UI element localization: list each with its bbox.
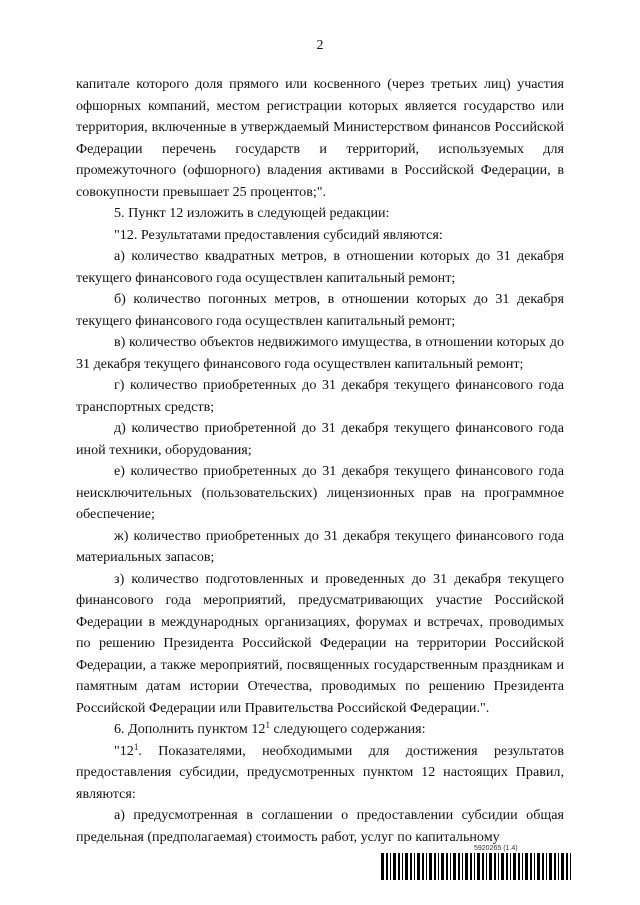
paragraph: е) количество приобретенных до 31 декабря текущего финансового года неисключительных (пользовательских) лицензионных прав на программное обеспечение; (76, 463, 564, 522)
page-number: 2 (316, 38, 324, 53)
paragraph: з) количество подготовленных и проведенных до 31 декабря текущего финансового года мероприятий, предусматривающих участие Российской Федерации в международных организациях, форумах и встречах, проводимых по решению Президента Российской Федерации на территории Российской Федерации, а также мероприятий, посвященных государственным праздникам и памятным датам истории Отечества, проводимых по решению Президента Российской Федерации или Правительства Российской Федерации.". (76, 570, 564, 716)
superscript: 1 (265, 720, 270, 730)
barcode-icon (381, 853, 572, 880)
paragraph: ж) количество приобретенных до 31 декабря текущего финансового года материальных запасов; (76, 527, 564, 565)
paragraph: "12. Результатами предоставления субсидий являются: (114, 226, 443, 243)
paragraph: а) количество квадратных метров, в отношении которых до 31 декабря текущего финансового года осуществлен капитальный ремонт; (76, 248, 564, 286)
paragraph-item-6-text-end: следующего содержания: (269, 721, 426, 737)
paragraph-item-12-1-text: "12 (114, 742, 134, 759)
paragraph: капитале которого доля прямого или косвенного (через третьих лиц) участия офшорных компаний, местом регистрации которых является государство или территория, включенные в утверждаемый Министерством финансов Российской Федерации перечень государств и территорий, используемых для промежуточного (офшорного) владения активами в Российской Федерации, в совокупности превышает 25 процентов;". (76, 76, 564, 200)
document-body (76, 74, 564, 848)
paragraph-item-6-text: 6. Дополнить пунктом 12 (114, 721, 266, 737)
paragraph: б) количество погонных метров, в отношении которых до 31 декабря текущего финансового года осуществлен капитальный ремонт; (76, 291, 564, 329)
paragraph-item-12-1-text-end: . Показателями, необходимыми для достижения результатов предоставления субсидии, предусмотренных пунктом 12 настоящих Правил, являются: (76, 742, 564, 802)
superscript: 1 (133, 741, 139, 752)
paragraph-list (76, 74, 564, 719)
paragraph-item-6 (76, 719, 564, 741)
paragraph-item-12-1 (76, 741, 564, 806)
paragraph: г) количество приобретенных до 31 декабря текущего финансового года транспортных средств; (76, 377, 564, 415)
document-code: 5920265 (1.4) (474, 845, 518, 852)
paragraph: 5. Пункт 12 изложить в следующей редакции: (114, 205, 390, 221)
paragraph: в) количество объектов недвижимого имущества, в отношении которых до 31 декабря текущего финансового года осуществлен капитальный ремонт; (76, 334, 564, 372)
paragraph: д) количество приобретенной до 31 декабря текущего финансового года иной техники, оборудования; (76, 420, 564, 458)
paragraph-last: а) предусмотренная в соглашении о предоставлении субсидии общая предельная (предполагаемая) стоимость работ, услуг по капитальному (76, 807, 564, 845)
